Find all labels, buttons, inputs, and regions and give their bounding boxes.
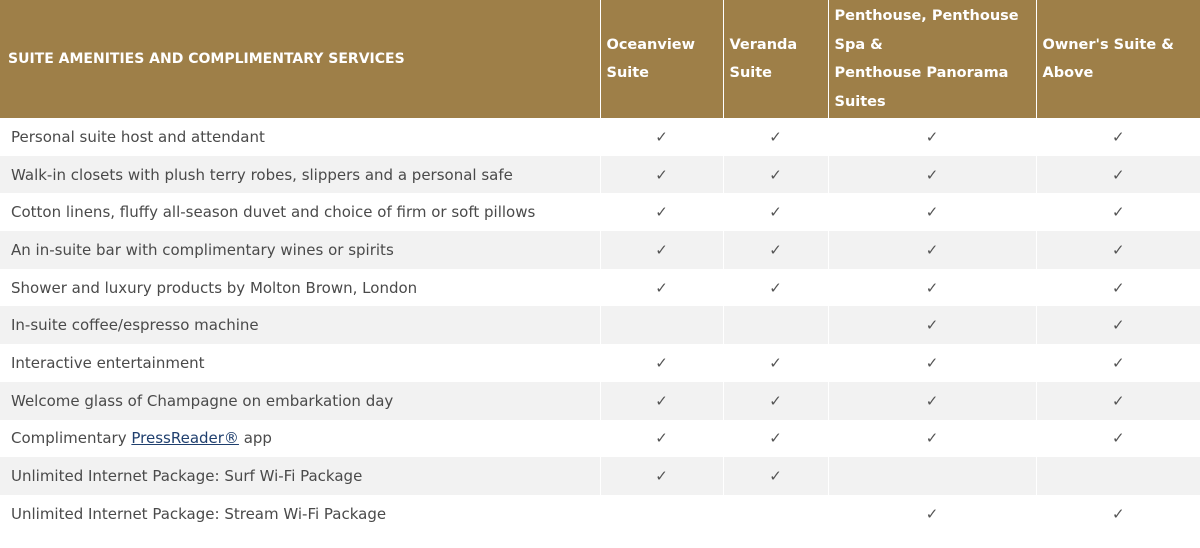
amenity-label: An in-suite bar with complimentary wines or spirits — [0, 231, 600, 269]
check-icon: ✓ — [828, 306, 1036, 344]
empty-cell — [723, 306, 828, 344]
table-row — [0, 156, 1200, 194]
amenity-label: Personal suite host and attendant — [0, 118, 600, 156]
table-row — [0, 420, 1200, 458]
header-owners-suite — [1036, 0, 1200, 118]
check-icon: ✓ — [1036, 420, 1200, 458]
amenity-label: Unlimited Internet Package: Stream Wi-Fi Package — [0, 495, 600, 533]
header-line: Suite — [606, 65, 650, 81]
header-line: Owner's Suite & — [1042, 36, 1174, 53]
check-icon: ✓ — [828, 382, 1036, 420]
header-line: Suite — [729, 65, 773, 81]
header-line: Penthouse Panorama — [834, 65, 1009, 81]
amenity-label — [0, 420, 600, 458]
check-icon: ✓ — [1036, 269, 1200, 307]
amenity-label: Walk-in closets with plush terry robes, slippers and a personal safe — [0, 156, 600, 194]
check-icon: ✓ — [723, 457, 828, 495]
check-icon: ✓ — [600, 156, 723, 194]
check-icon: ✓ — [828, 420, 1036, 458]
table-row — [0, 269, 1200, 307]
check-icon: ✓ — [828, 193, 1036, 231]
empty-cell — [600, 495, 723, 533]
header-amenities: SUITE AMENITIES AND COMPLIMENTARY SERVICES — [0, 0, 600, 118]
check-icon: ✓ — [723, 269, 828, 307]
check-icon: ✓ — [600, 118, 723, 156]
table-row — [0, 193, 1200, 231]
header-line: Penthouse, Penthouse — [834, 8, 1019, 24]
check-icon: ✓ — [828, 156, 1036, 194]
check-icon: ✓ — [723, 344, 828, 382]
pressreader-link[interactable]: PressReader® — [131, 429, 239, 448]
check-icon: ✓ — [600, 231, 723, 269]
check-icon: ✓ — [828, 118, 1036, 156]
header-line: Veranda — [729, 36, 798, 53]
check-icon: ✓ — [600, 457, 723, 495]
amenity-label-suffix: app — [238, 429, 272, 448]
table-row — [0, 231, 1200, 269]
amenity-label: Unlimited Internet Package: Surf Wi-Fi Package — [0, 457, 600, 495]
empty-cell — [600, 306, 723, 344]
check-icon: ✓ — [600, 420, 723, 458]
empty-cell — [828, 457, 1036, 495]
empty-cell — [723, 495, 828, 533]
header-oceanview-suite — [600, 0, 723, 118]
amenity-label: Welcome glass of Champagne on embarkation day — [0, 382, 600, 420]
amenity-label: Cotton linens, fluffy all-season duvet and choice of firm or soft pillows — [0, 193, 600, 231]
check-icon: ✓ — [723, 118, 828, 156]
check-icon: ✓ — [723, 193, 828, 231]
check-icon: ✓ — [1036, 231, 1200, 269]
check-icon: ✓ — [600, 269, 723, 307]
check-icon: ✓ — [1036, 193, 1200, 231]
check-icon: ✓ — [1036, 306, 1200, 344]
check-icon: ✓ — [723, 420, 828, 458]
amenity-label: Shower and luxury products by Molton Brown, London — [0, 269, 600, 307]
header-line: Above — [1042, 65, 1094, 81]
check-icon: ✓ — [828, 231, 1036, 269]
table-row — [0, 118, 1200, 156]
check-icon: ✓ — [723, 382, 828, 420]
amenity-label: Interactive entertainment — [0, 344, 600, 382]
check-icon: ✓ — [828, 269, 1036, 307]
check-icon: ✓ — [600, 344, 723, 382]
header-veranda-suite — [723, 0, 828, 118]
amenity-label-prefix: Complimentary — [11, 429, 132, 448]
empty-cell — [1036, 457, 1200, 495]
check-icon: ✓ — [1036, 118, 1200, 156]
check-icon: ✓ — [1036, 495, 1200, 533]
table-row — [0, 306, 1200, 344]
check-icon: ✓ — [1036, 344, 1200, 382]
header-line: Spa & — [834, 36, 883, 53]
check-icon: ✓ — [600, 382, 723, 420]
check-icon: ✓ — [828, 344, 1036, 382]
check-icon: ✓ — [828, 495, 1036, 533]
check-icon: ✓ — [723, 231, 828, 269]
header-line: Suites — [834, 93, 886, 110]
check-icon: ✓ — [1036, 382, 1200, 420]
check-icon: ✓ — [723, 156, 828, 194]
table-row — [0, 457, 1200, 495]
check-icon: ✓ — [600, 193, 723, 231]
table-row — [0, 495, 1200, 533]
table-row — [0, 382, 1200, 420]
table-row — [0, 344, 1200, 382]
amenity-label: In-suite coffee/espresso machine — [0, 306, 600, 344]
header-line: Oceanview — [606, 36, 696, 53]
table-body — [0, 118, 1200, 533]
check-icon: ✓ — [1036, 156, 1200, 194]
table-header-row — [0, 0, 1200, 118]
header-penthouse-suites — [828, 0, 1036, 118]
